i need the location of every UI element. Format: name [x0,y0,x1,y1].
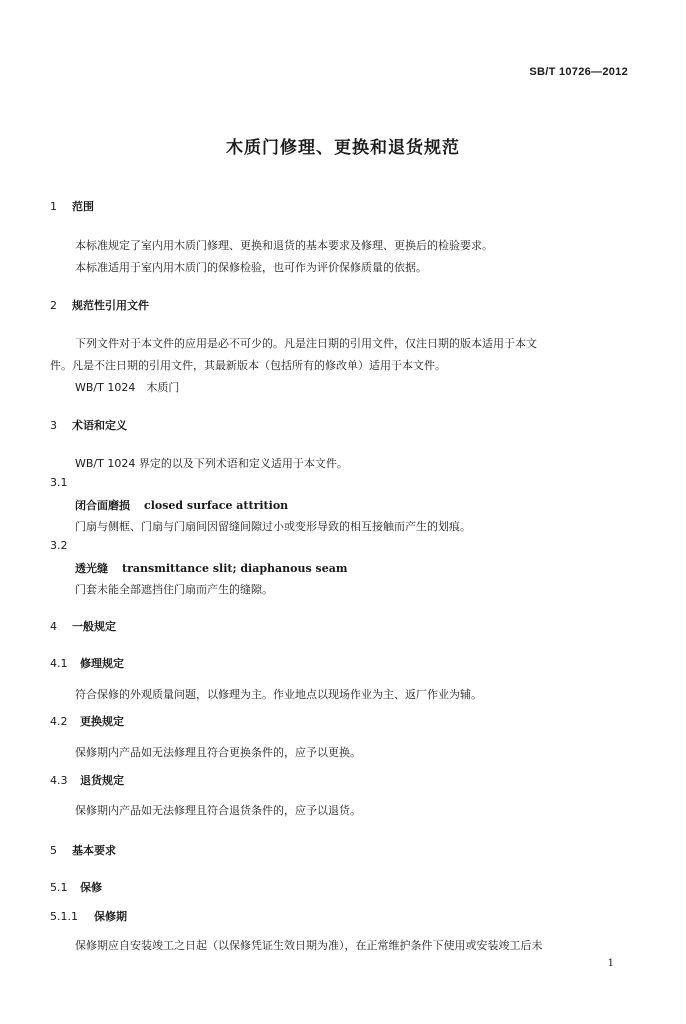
subsection-5-1-1-heading [50,908,127,924]
section-title: 基本要求 [72,844,116,857]
subsection-title: 修理规定 [80,657,124,670]
section-title: 术语和定义 [72,419,127,432]
section-2-heading [50,297,149,313]
section-title: 规范性引用文件 [72,299,149,312]
section-1-heading [50,198,94,214]
subsection-4-1-heading [50,655,124,671]
subsection-number: 4.2 [50,715,68,728]
subsection-number: 4.1 [50,657,68,670]
term-entry [75,497,288,513]
paragraph: 本标准适用于室内用木质门的保修检验，也可作为评价保修质量的依据。 [75,261,427,274]
term-entry [75,560,347,576]
subsection-title: 更换规定 [80,715,124,728]
section-5-heading [50,842,116,858]
subsection-4-3-heading [50,772,124,788]
page-title: 木质门修理、更换和退货规范 [226,138,460,158]
clause-number: 3.2 [50,539,68,552]
paragraph: WB/T 1024 界定的以及下列术语和定义适用于本文件。 [75,457,348,470]
paragraph: 符合保修的外观质量问题，以修理为主。作业地点以现场作业为主、返厂作业为辅。 [75,688,482,701]
subsection-5-1-heading [50,879,102,895]
page-number: 1 [607,958,614,969]
term-zh: 闭合面磨损 [75,499,130,512]
section-number: 3 [50,419,57,432]
standard-code: SB/T 10726—2012 [529,66,628,78]
clause-number: 3.1 [50,476,68,489]
section-title: 一般规定 [72,620,116,633]
normative-reference: WB/T 1024 木质门 [75,381,180,394]
section-number: 1 [50,200,57,213]
paragraph: 本标准规定了室内用木质门修理、更换和退货的基本要求及修理、更换后的检验要求。 [75,239,493,252]
paragraph: 件。凡是不注日期的引用文件，其最新版本（包括所有的修改单）适用于本文件。 [50,359,446,372]
subsection-number: 4.3 [50,774,68,787]
paragraph: 保修期内产品如无法修理且符合退货条件的，应予以退货。 [75,804,361,817]
section-number: 5 [50,844,57,857]
section-4-heading [50,618,116,634]
term-en: closed surface attrition [144,499,289,512]
subsection-number: 5.1.1 [50,910,78,923]
section-number: 2 [50,299,57,312]
subsection-title: 退货规定 [80,774,124,787]
term-zh: 透光缝 [75,562,108,575]
term-definition: 门套未能全部遮挡住门扇而产生的缝隙。 [75,583,273,596]
section-number: 4 [50,620,57,633]
subsection-title: 保修 [80,881,102,894]
subsection-4-2-heading [50,713,124,729]
term-definition: 门扇与侧框、门扇与门扇间因留缝间隙过小或变形导致的相互接触而产生的划痕。 [75,520,471,533]
section-title: 范围 [72,200,94,213]
paragraph: 下列文件对于本文件的应用是必不可少的。凡是注日期的引用文件，仅注日期的版本适用于本文 [75,337,537,350]
paragraph: 保修期应自安装竣工之日起（以保修凭证生效日期为准），在正常维护条件下使用或安装竣工后未 [75,939,543,952]
paragraph: 保修期内产品如无法修理且符合更换条件的，应予以更换。 [75,746,361,759]
section-3-heading [50,417,127,433]
subsection-title: 保修期 [94,910,127,923]
term-en: transmittance slit; diaphanous seam [122,562,348,575]
subsection-number: 5.1 [50,881,68,894]
